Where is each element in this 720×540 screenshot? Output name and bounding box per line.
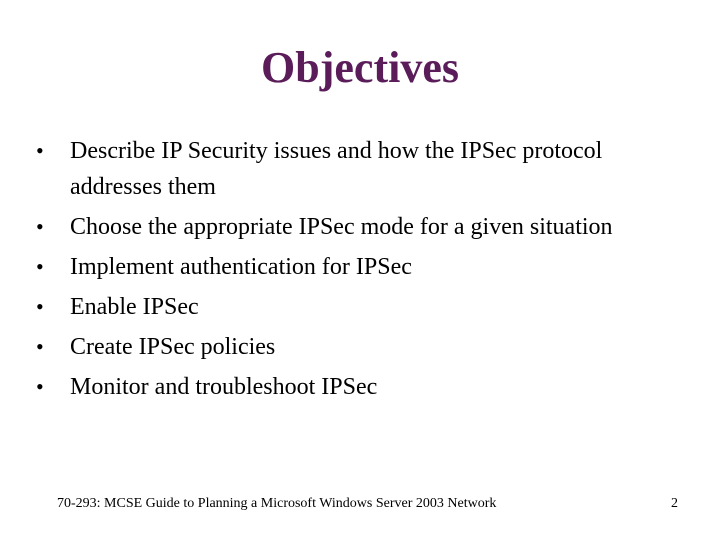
list-item [36,133,626,205]
page-number: 2 [671,496,678,511]
slide-footer: 70-293: MCSE Guide to Planning a Microsoft Windows Server 2003 Network [57,496,497,511]
list-item-text: Choose the appropriate IPSec mode for a given situation [70,214,613,240]
list-item-text: Monitor and troubleshoot IPSec [70,374,378,400]
list-item [36,249,626,285]
list-item-text: Enable IPSec [70,294,199,320]
objectives-list [36,133,626,409]
bullet-icon: • [36,214,44,239]
list-item [36,329,626,365]
slide-title: Objectives [261,43,459,92]
bullet-icon: • [36,374,44,399]
list-item [36,369,626,405]
list-item [36,289,626,325]
list-item-text: Create IPSec policies [70,334,276,360]
list-item-text: Describe IP Security issues and how the IPSec protocol addresses them [70,138,603,200]
bullet-icon: • [36,138,44,163]
bullet-icon: • [36,294,44,319]
bullet-icon: • [36,254,44,279]
list-item [36,209,626,245]
list-item-text: Implement authentication for IPSec [70,254,412,280]
bullet-icon: • [36,334,44,359]
